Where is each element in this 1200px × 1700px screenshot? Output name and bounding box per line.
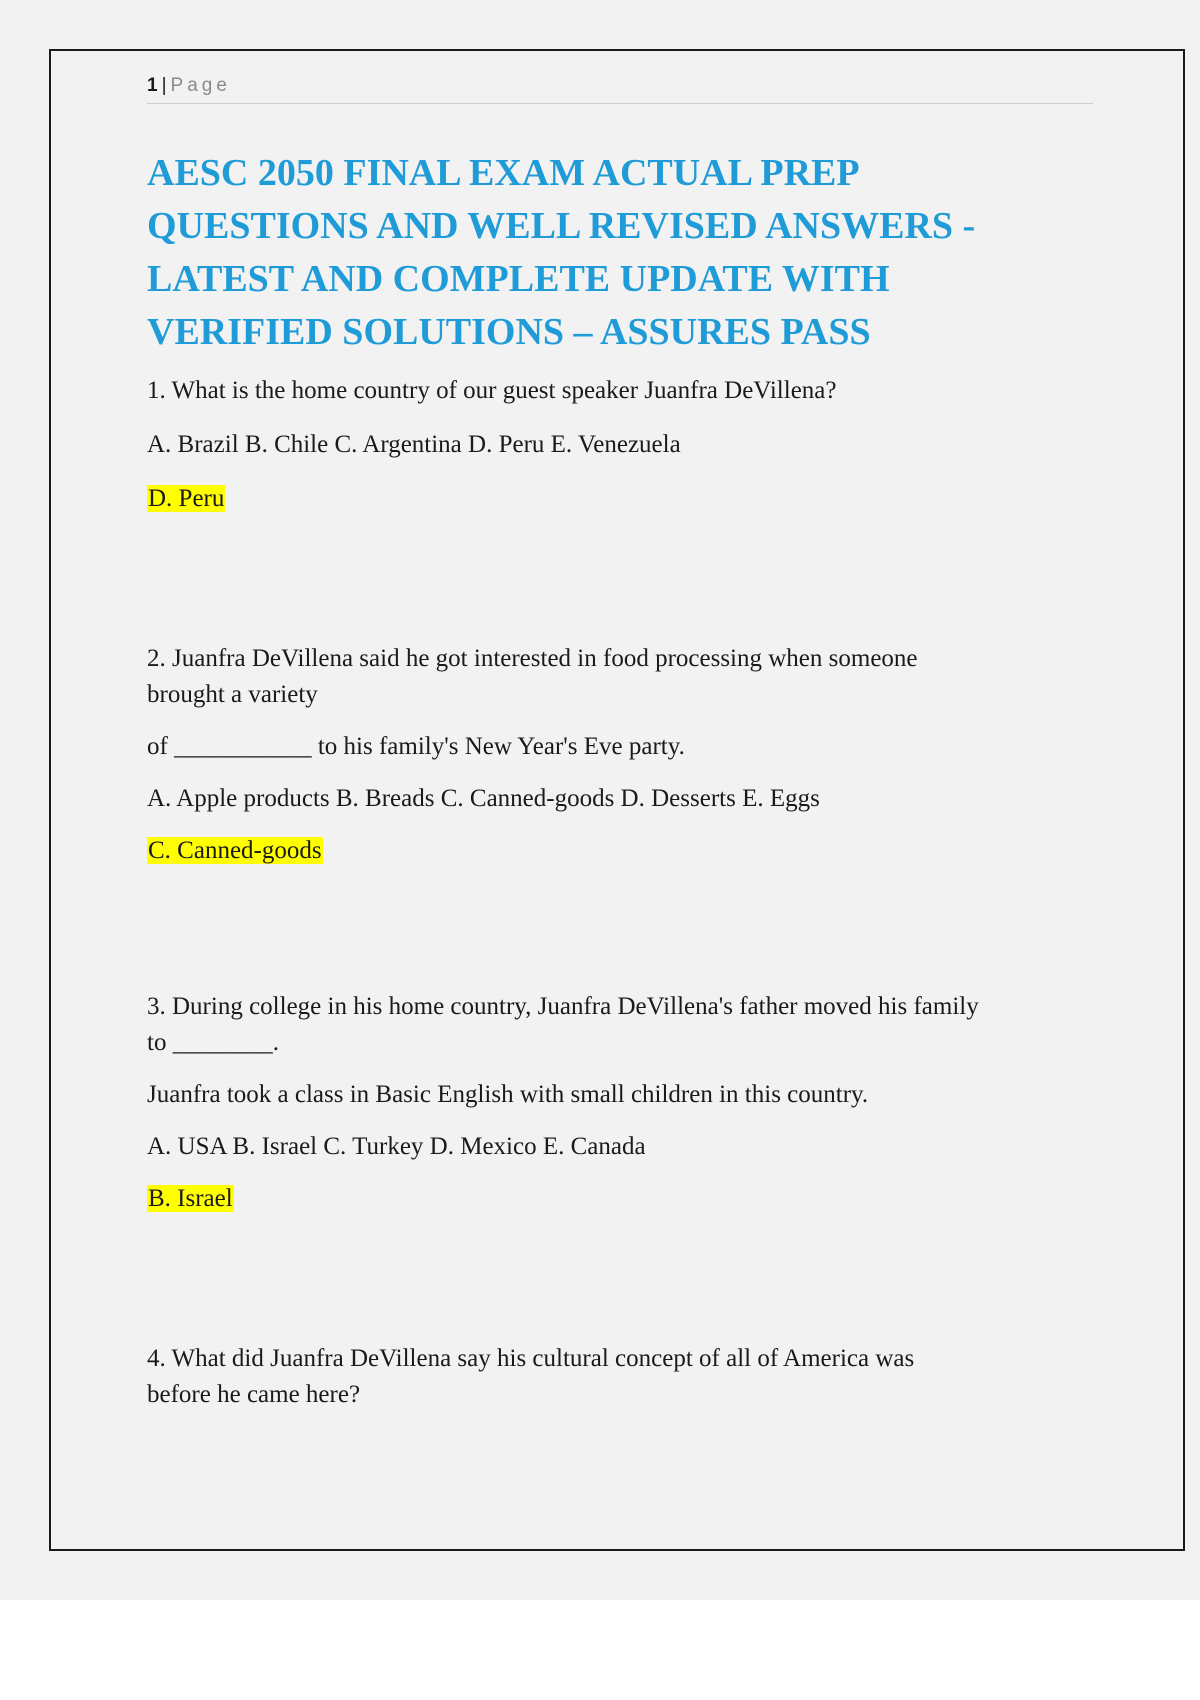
question-text: brought a variety (147, 681, 318, 708)
question-item (147, 989, 1107, 1217)
page-number: 1 (147, 75, 158, 96)
title-line: LATEST AND COMPLETE UPDATE WITH (147, 258, 890, 300)
title-line: VERIFIED SOLUTIONS – ASSURES PASS (147, 311, 871, 353)
document-title (147, 147, 1107, 359)
question-text: to ________. (147, 1029, 279, 1056)
question-text: 3. During college in his home country, Juanfra DeVillena's father moved his family (147, 993, 979, 1020)
question-text: of ___________ to his family's New Year's Eve party. (147, 733, 685, 760)
question-item (147, 373, 1107, 517)
question-text: 2. Juanfra DeVillena said he got interested in food processing when someone (147, 645, 918, 672)
page-header-separator: | (161, 75, 167, 96)
question-item (147, 641, 1107, 869)
page-label: Page (170, 75, 231, 96)
questions-list (147, 373, 1107, 1413)
answer-options: A. Apple products B. Breads C. Canned-goods D. Desserts E. Eggs (147, 785, 820, 812)
question-text: Juanfra took a class in Basic English with small children in this country. (147, 1081, 869, 1108)
answer-options: A. Brazil B. Chile C. Argentina D. Peru E. Venezuela (147, 431, 681, 458)
correct-answer: D. Peru (148, 485, 225, 512)
title-line: QUESTIONS AND WELL REVISED ANSWERS - (147, 205, 976, 247)
correct-answer: C. Canned-goods (148, 837, 322, 864)
correct-answer: B. Israel (148, 1185, 233, 1212)
question-text: 4. What did Juanfra DeVillena say his cultural concept of all of America was (147, 1345, 915, 1372)
answer-options: A. USA B. Israel C. Turkey D. Mexico E. Canada (147, 1133, 646, 1160)
question-text: before he came here? (147, 1381, 361, 1408)
question-text: 1. What is the home country of our guest speaker Juanfra DeVillena? (147, 377, 837, 404)
page-header (147, 73, 1093, 104)
document-page (49, 49, 1185, 1551)
question-item (147, 1341, 1107, 1413)
title-line: AESC 2050 FINAL EXAM ACTUAL PREP (147, 152, 860, 194)
